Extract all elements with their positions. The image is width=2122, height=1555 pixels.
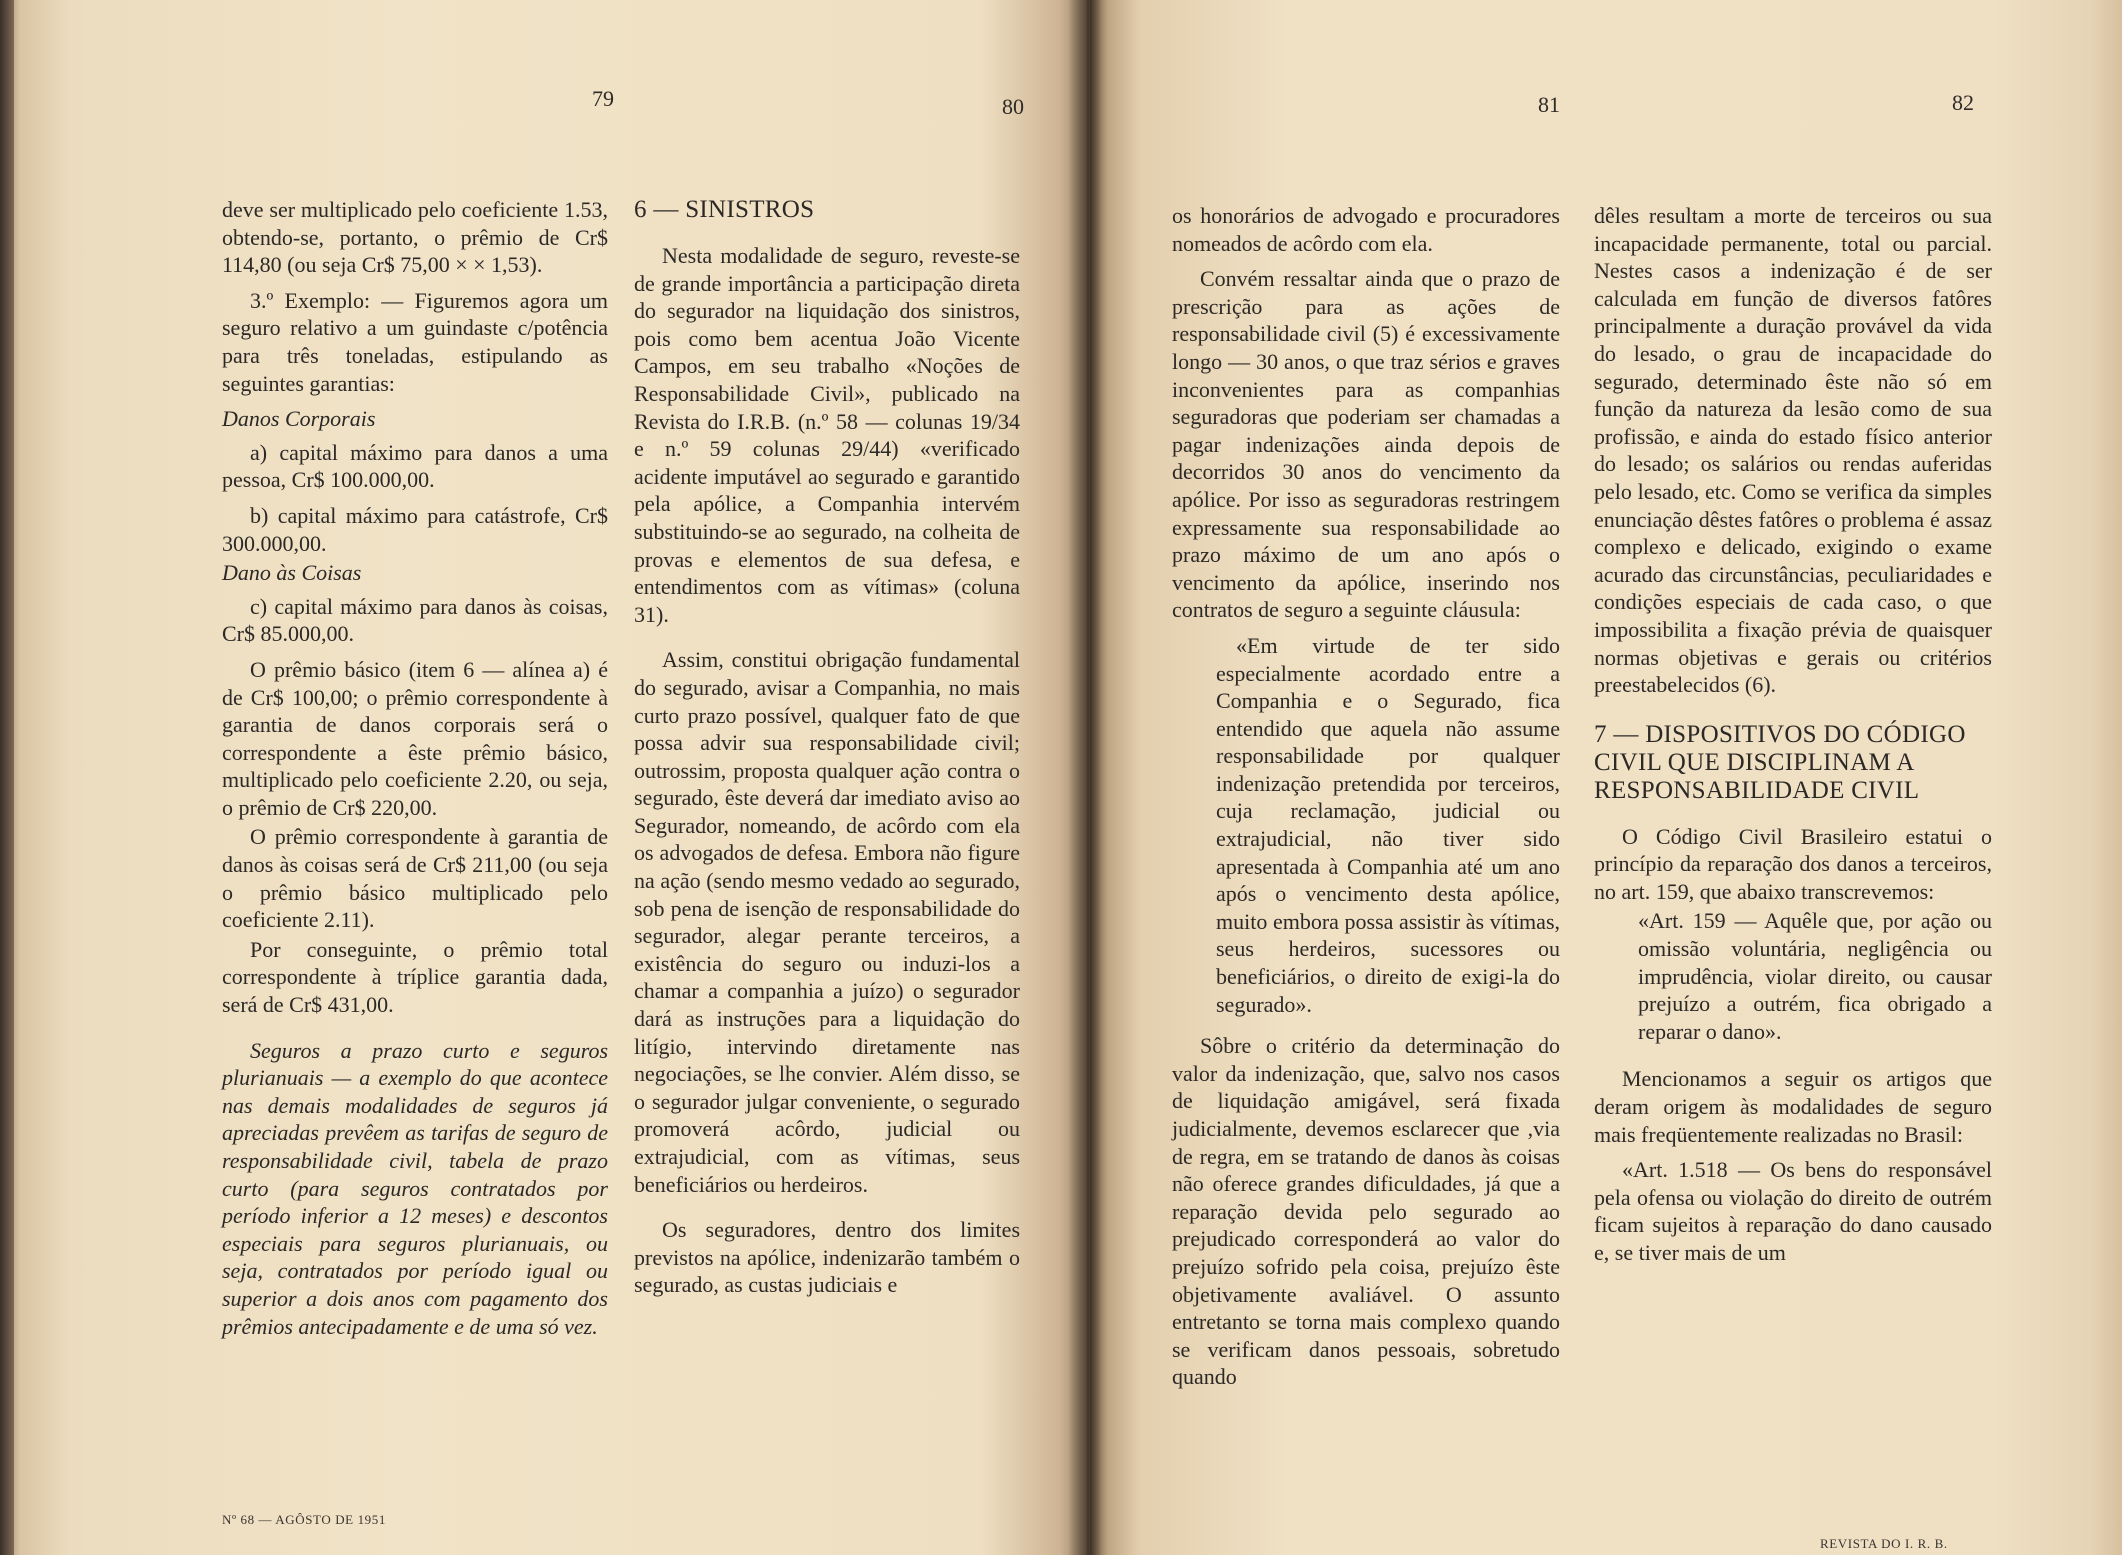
paragraph: os honorários de advogado e procuradores nomeados de acôrdo com ela. — [1172, 203, 1560, 256]
paragraph: dêles resultam a morte de terceiros ou sua incapacidade permanente, total ou parcial. Nestes casos a indenização é de ser calculada em função de diversos fatôres principalmente a duração provável da vida do lesado, o grau de incapacidade do segurado, determinado êste não só em função da natureza da lesão como de sua profissão, e ainda do estado físico anterior do lesado; os salários ou rendas auferidas pelo lesado, etc. Como se verifica da simples enunciação dêstes fatôres o problema é assaz complexo e delicado, exigindo o exame acurado das circunstâncias, peculiaridades e condições especiais de cada caso, o que impossibilita a fixação prévia de quaisquer normas objetivas e gerais ou critérios preestabelecidos (6). — [1594, 203, 1992, 698]
page-number-80: 80 — [1002, 94, 1024, 119]
paragraph: deve ser multiplicado pelo coeficiente 1.53, obtendo-se, portanto, o prêmio de Cr$ 114,80 (ou seja Cr$ 75,00 × × 1,53). — [222, 197, 608, 278]
quoted-article: «Art. 159 — Aquêle que, por ação ou omissão voluntária, negligência ou imprudência, violar direito, ou causar prejuízo a outrém, fica obrigado a reparar o dano». — [1638, 908, 1992, 1044]
section-heading: 7 — DISPOSITIVOS DO CÓDIGO CIVIL QUE DISCIPLINAM A RESPONSABILIDADE CIVIL — [1594, 720, 1966, 804]
paragraph: Mencionamos a seguir os artigos que deram origem às modalidades de seguro mais freqüentemente realizadas no Brasil: — [1594, 1066, 1992, 1147]
paragraph: Assim, constitui obrigação fundamental do segurado, avisar a Companhia, no mais curto prazo possível, qualquer fato de que possa advir sua responsabilidade civil; outrossim, proposta qualquer ação contra o segurado, êste deverá dar imediato aviso ao Segurador, nomeando, de acôrdo com ela os advogados de defesa. Embora não figure na ação (sendo mesmo vedado ao segurado, sob pena de isenção de responsabilidade do segurador, alegar perante terceiros, a existência do seguro ou induzi-los a chamar a companhia a juízo) o segurador dará as instruções para a liquidação do litígio, intervindo diretamente nas negociações, se lhe convier. Além disso, se o segurador julgar conveniente, o segurado promoverá acôrdo, judicial ou extrajudicial, com as vítimas, seus beneficiários ou herdeiros. — [634, 647, 1020, 1197]
right-page — [1090, 0, 2122, 1555]
paragraph: a) capital máximo para danos a uma pessoa, Cr$ 100.000,00. — [222, 439, 608, 493]
page-80-text — [634, 196, 1020, 1307]
paragraph: Por conseguinte, o prêmio total correspondente à tríplice garantia dada, será de Cr$ 431,00. — [222, 936, 608, 1018]
paragraph: Os seguradores, dentro dos limites previstos na apólice, indenizarão também o segurado, as custas judiciais e — [634, 1217, 1020, 1298]
paragraph: O prêmio correspondente à garantia de danos às coisas será de Cr$ 211,00 (ou seja o prêmio básico multiplicado pelo coeficiente 2.11). — [222, 824, 608, 933]
page-81-text — [1172, 202, 1560, 1399]
paragraph: 3.º Exemplo: — Figuremos agora um seguro relativo a um guindaste c/potência para três toneladas, estipulando as seguintes garantias: — [222, 287, 608, 396]
paragraph: O Código Civil Brasileiro estatui o princípio da reparação dos danos a terceiros, no art. 159, que abaixo transcrevemos: — [1594, 823, 1992, 904]
book-gutter — [1068, 0, 1108, 1555]
paragraph: Seguros a prazo curto e seguros plurianuais — a exemplo do que acontece nas demais modalidades de seguros já apreciadas prevêem as tarifas de seguro de responsabilidade civil, tabela de prazo curto (para seguros contratados por período inferior a 12 meses) e descontos especiais para seguros plurianuais, ou seja, contratados por período igual ou superior a dois anos com pagamento dos prêmios antecipadamente e de uma só vez. — [222, 1037, 608, 1339]
paragraph: b) capital máximo para catástrofe, Cr$ 300.000,00. — [222, 502, 608, 556]
page-number-81: 81 — [1538, 92, 1560, 117]
paragraph: Nesta modalidade de seguro, reveste-se de grande importância a participação direta do segurador na liquidação dos sinistros, pois como bem acentua João Vicente Campos, em seu trabalho «Noções de Responsabilidade Civil», publicado na Revista do I.R.B. (n.º 58 — colunas 19/34 e n.º 59 colunas 29/44) «verificado acidente imputável ao segurado e garantido pela apólice, a Companhia intervém substituindo-se ao segurado, na colheita de provas e elementos de sua defesa, e entendimentos com as vítimas» (coluna 31). — [634, 243, 1020, 627]
page-82-text — [1594, 202, 1992, 1275]
page-number-79: 79 — [592, 86, 614, 111]
book-edge — [0, 0, 14, 1555]
section-heading: 6 — SINISTROS — [634, 196, 815, 223]
quoted-clause: «Em virtude de ter sido especialmente acordado entre a Companhia e o Segurado, fica entendido que aquela não assume responsabilidade por qualquer indenização pretendida por terceiros, cuja reclamação, judicial ou extrajudicial, não tiver sido apresentada à Companhia até um ano após o vencimento desta apólice, muito embora possa assistir às vítimas, seus herdeiros, sucessores ou beneficiários, o direito de exigi-la do segurado». — [1216, 632, 1560, 1017]
subheading: Dano às Coisas — [222, 560, 362, 586]
paragraph: «Art. 1.518 — Os bens do responsável pela ofensa ou violação do direito de outrém ficam sujeitos à reparação do dano causado e, se tiver mais de um — [1594, 1157, 1992, 1265]
subheading: Danos Corporais — [222, 406, 376, 432]
paragraph: Convém ressaltar ainda que o prazo de prescrição para as ações de responsabilidade civil (5) é excessivamente longo — 30 anos, o que traz sérios e graves inconvenientes para as companhias seguradoras que poderiam ser chamadas a pagar indenizações ainda depois de decorridos 30 anos do vencimento da apólice. Por isso as seguradoras restringem expressamente sua responsabilidade ao prazo máximo de um ano após o vencimento da apólice, inserindo nos contratos de seguro a seguinte cláusula: — [1172, 266, 1560, 623]
page-footer-right: REVISTA DO I. R. B. — [1820, 1536, 1948, 1551]
page-79-text — [222, 196, 608, 1348]
paragraph: O prêmio básico (item 6 — alínea a) é de Cr$ 100,00; o prêmio correspondente à garantia de danos corporais será o correspondente a êste prêmio básico, multiplicado pelo coeficiente 2.20, ou seja, o prêmio de Cr$ 220,00. — [222, 656, 608, 820]
paragraph: c) capital máximo para danos às coisas, Cr$ 85.000,00. — [222, 593, 608, 647]
page-footer-left: Nº 68 — AGÔSTO DE 1951 — [222, 1512, 386, 1527]
paragraph: Sôbre o critério da determinação do valor da indenização, que, salvo nos casos de liquidação amigável, será fixada judicialmente, devemos esclarecer que ,via de regra, em se tratando de danos às coisas não oferece grandes dificuldades, já que a reparação devida pelo segurado ao prejudicado corresponderá ao valor do prejuízo sofrido pela coisa, prejuízo êste objetivamente avaliável. O assunto entretanto se torna mais complexo quando se verificam danos pessoais, sobretudo quando — [1172, 1033, 1560, 1390]
page-number-82: 82 — [1952, 90, 1974, 115]
